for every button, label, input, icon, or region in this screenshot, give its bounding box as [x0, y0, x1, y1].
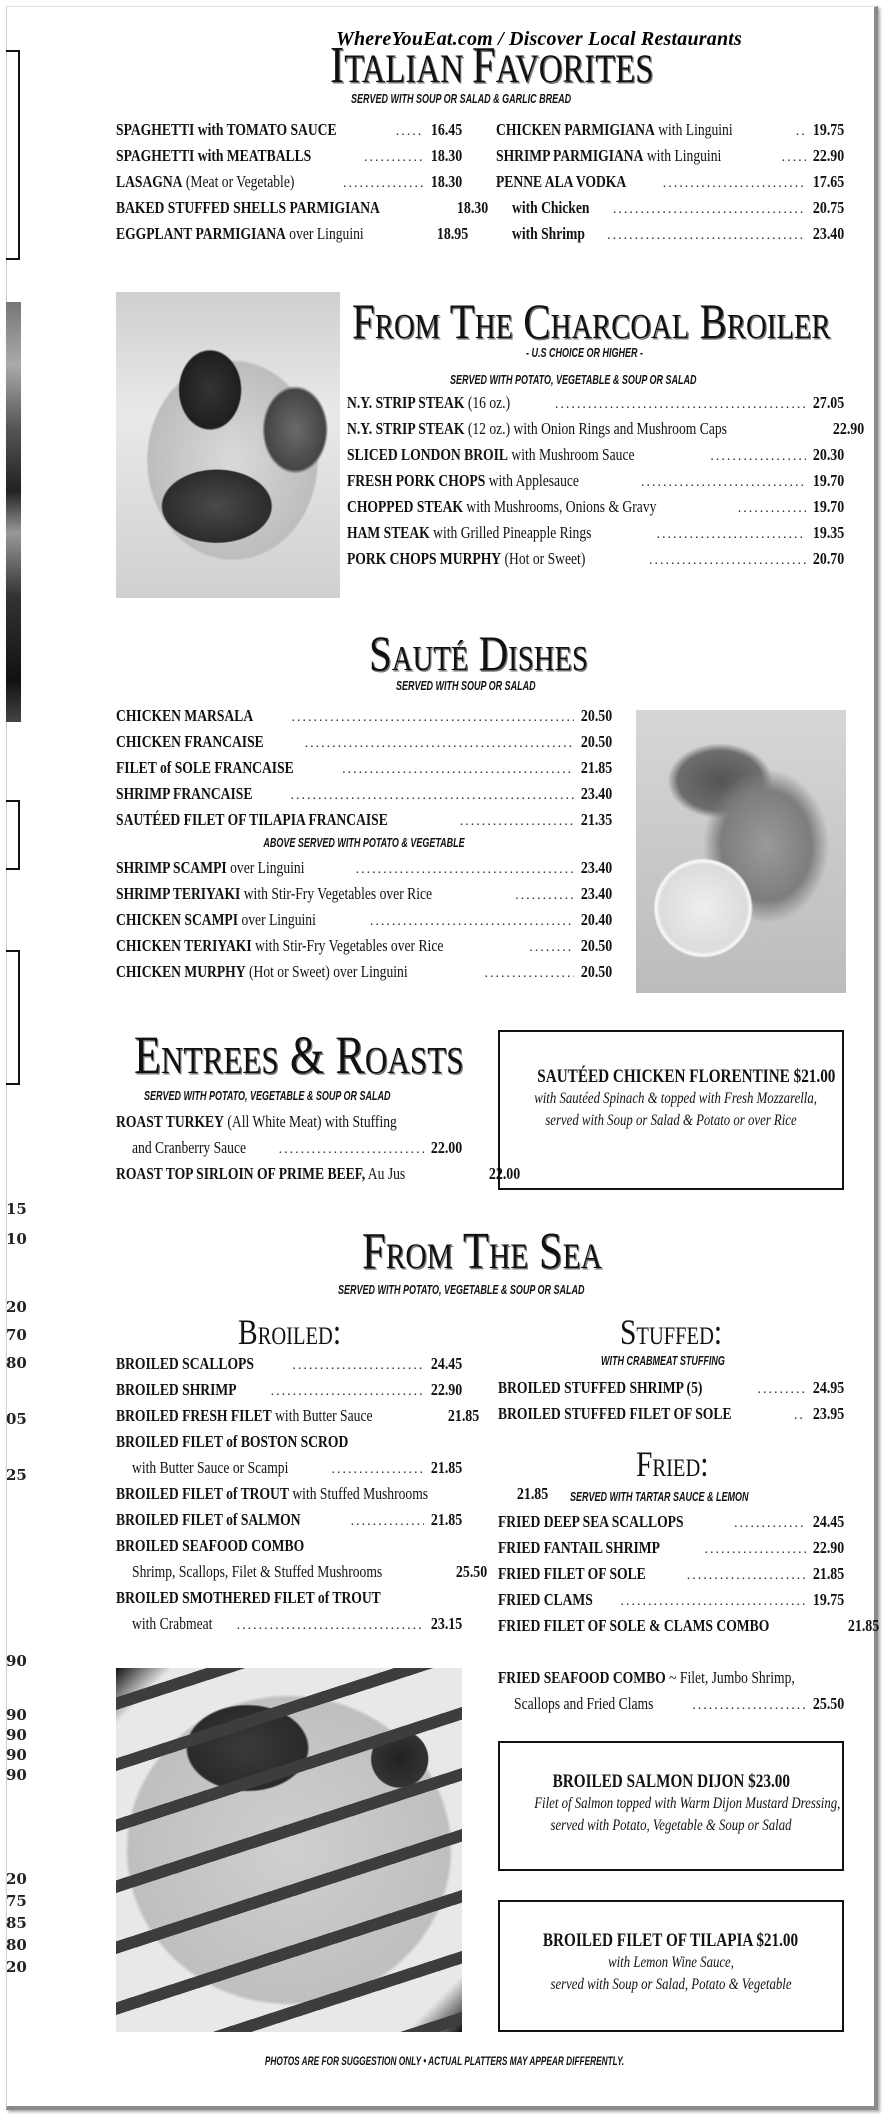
special-heading: SAUTÉED CHICKEN FLORENTINE $21.00	[537, 1066, 836, 1087]
item-price: 21.35	[580, 810, 612, 829]
menu-item	[116, 858, 612, 884]
item-price: 21.85	[812, 1564, 844, 1583]
leader-dots	[370, 914, 574, 930]
leader-dots	[621, 1594, 806, 1610]
entrees-list	[116, 1112, 520, 1190]
saute-note: ABOVE SERVED WITH POTATO & VEGETABLE	[263, 836, 465, 850]
item-price: 21.85	[580, 758, 612, 777]
leader-dots	[305, 736, 574, 752]
item-name: BROILED SEAFOOD COMBO	[116, 1536, 305, 1555]
item-name: CHICKEN PARMIGIANA	[496, 120, 655, 139]
item-name: N.Y. STRIP STEAK	[347, 393, 465, 412]
menu-item	[116, 1432, 462, 1458]
entrees-roasts-title: Entrees & Roasts	[134, 1025, 464, 1085]
item-name: PENNE ALA VODKA	[496, 172, 627, 191]
item-price: 22.90	[812, 146, 844, 165]
item-description: with Mushrooms, Onions & Gravy	[463, 497, 657, 516]
menu-item	[347, 419, 865, 445]
item-name: SAUTÉED FILET OF TILAPIA FRANCAISE	[116, 810, 388, 829]
item-price: 22.90	[812, 1538, 844, 1557]
menu-item	[116, 1510, 462, 1536]
leader-dots	[364, 150, 424, 166]
leader-dots	[734, 1516, 806, 1532]
item-price: 21.85	[430, 1458, 462, 1477]
item-description: Shrimp, Scallops, Filet & Stuffed Mushrooms	[132, 1562, 383, 1581]
item-price: 23.40	[812, 224, 844, 243]
fried-seafood-combo	[498, 1668, 844, 1720]
item-name: FRIED CLAMS	[498, 1590, 593, 1609]
item-name: SHRIMP FRANCAISE	[116, 784, 253, 803]
menu-item	[116, 198, 489, 224]
menu-item	[496, 146, 844, 172]
adjacent-price-fragment: 85	[6, 1914, 27, 1932]
special-salmon-dijon-box	[498, 1741, 844, 1871]
saute-subtitle: SERVED WITH SOUP OR SALAD	[396, 679, 536, 693]
photo-disclaimer: PHOTOS ARE FOR SUGGESTION ONLY • ACTUAL PLATTERS MAY APPEAR DIFFERENTLY.	[264, 2056, 625, 2068]
item-description: ~ Filet, Jumbo Shrimp,	[665, 1668, 795, 1687]
menu-item	[116, 1164, 520, 1190]
adjacent-price-fragment: 90	[6, 1766, 27, 1784]
item-price: 23.40	[580, 784, 612, 803]
leader-dots	[704, 1542, 805, 1558]
adjacent-price-fragment: 15	[6, 1200, 27, 1218]
special-heading: BROILED SALMON DIJON $23.00	[552, 1771, 790, 1792]
menu-item	[116, 1536, 462, 1562]
item-description: and Cranberry Sauce	[132, 1138, 247, 1157]
item-description: with Butter Sauce or Scampi	[132, 1458, 289, 1477]
item-price: 24.45	[812, 1512, 844, 1531]
leader-dots	[292, 1358, 423, 1374]
italian-favorites-title: ITALIAN FAVORITES	[330, 37, 654, 94]
menu-item	[116, 1458, 462, 1484]
item-price: 23.40	[580, 884, 612, 903]
fried-list	[498, 1512, 880, 1642]
leader-dots	[331, 1462, 423, 1478]
item-name: EGGPLANT PARMIGIANA	[116, 224, 286, 243]
broiled-heading: Broiled:	[238, 1312, 342, 1352]
item-name: BROILED SMOTHERED FILET of TROUT	[116, 1588, 381, 1607]
stuffed-heading: Stuffed:	[620, 1312, 723, 1352]
leader-dots	[794, 1408, 806, 1424]
menu-item	[116, 784, 612, 810]
item-price: 23.95	[812, 1404, 844, 1423]
item-price: 20.50	[580, 936, 612, 955]
item-price: 24.95	[812, 1378, 844, 1397]
item-price: 19.70	[812, 497, 844, 516]
adjacent-price-fragment: 90	[6, 1706, 27, 1724]
menu-item	[498, 1564, 844, 1590]
item-price: 21.85	[430, 1510, 462, 1529]
leader-dots	[649, 553, 806, 569]
item-name: FRIED DEEP SEA SCALLOPS	[498, 1512, 684, 1531]
leader-dots	[356, 862, 574, 878]
item-price: 23.15	[430, 1614, 462, 1633]
item-price: 17.65	[812, 172, 844, 191]
item-name: CHICKEN MARSALA	[116, 706, 254, 725]
italian-left-list	[116, 120, 489, 250]
leader-dots	[607, 228, 806, 244]
menu-item	[116, 732, 612, 758]
charcoal-grade: - U.S CHOICE OR HIGHER -	[526, 346, 644, 360]
menu-item	[347, 471, 844, 497]
item-description: with Stir-Fry Vegetables over Rice	[240, 884, 433, 903]
item-price: 27.05	[812, 393, 844, 412]
item-name: BAKED STUFFED SHELLS PARMIGIANA	[116, 198, 380, 217]
item-description: Scallops and Fried Clams	[514, 1694, 654, 1713]
item-name: SHRIMP SCAMPI	[116, 858, 227, 877]
item-price: 19.35	[812, 523, 844, 542]
item-price: 20.75	[812, 198, 844, 217]
menu-item	[496, 198, 844, 224]
adjacent-page-box-fragment	[6, 950, 20, 1085]
saute-list	[116, 706, 612, 988]
leader-dots	[460, 814, 574, 830]
item-name: LASAGNA	[116, 172, 183, 191]
item-name: BROILED STUFFED SHRIMP (5)	[498, 1378, 703, 1397]
leader-dots	[710, 449, 805, 465]
leader-dots	[657, 527, 806, 543]
menu-item	[116, 1406, 479, 1432]
menu-item	[116, 758, 612, 784]
item-description: with Crabmeat	[132, 1614, 213, 1633]
menu-item	[498, 1538, 844, 1564]
leader-dots	[758, 1382, 806, 1398]
adjacent-price-fragment: 05	[6, 1410, 27, 1428]
item-description: with Applesauce	[485, 471, 579, 490]
menu-item	[498, 1512, 844, 1538]
menu-item	[116, 146, 462, 172]
item-price: 20.30	[812, 445, 844, 464]
adjacent-price-fragment: 25	[6, 1466, 27, 1484]
menu-item	[116, 810, 612, 836]
adjacent-price-fragment: 90	[6, 1746, 27, 1764]
item-name: FRIED SEAFOOD COMBO	[498, 1668, 666, 1687]
special-description: served with Soup or Salad, Potato & Vegetable	[550, 1976, 792, 1993]
item-price: 20.50	[580, 962, 612, 981]
special-description: served with Soup or Salad & Potato or over Rice	[545, 1112, 797, 1129]
leader-dots	[291, 710, 573, 726]
item-name: SPAGHETTI with TOMATO SAUCE	[116, 120, 337, 139]
stuffed-list	[498, 1378, 844, 1430]
item-price: 25.50	[812, 1694, 844, 1713]
item-description: (Hot or Sweet)	[501, 549, 586, 568]
item-name: ROAST TOP SIRLOIN OF PRIME BEEF,	[116, 1164, 366, 1183]
item-name: SPAGHETTI with MEATBALLS	[116, 146, 312, 165]
item-name: BROILED STUFFED FILET OF SOLE	[498, 1404, 732, 1423]
item-description: with Mushroom Sauce	[507, 445, 635, 464]
adjacent-price-fragment: 80	[6, 1354, 27, 1372]
leader-dots	[738, 501, 806, 517]
item-name: SHRIMP TERIYAKI	[116, 884, 241, 903]
from-the-sea-title: From The Sea	[362, 1223, 602, 1280]
fried-heading: Fried:	[636, 1444, 709, 1484]
leader-dots	[237, 1618, 424, 1634]
entrees-subtitle: SERVED WITH POTATO, VEGETABLE & SOUP OR SALAD	[144, 1089, 391, 1103]
item-name: FRESH PORK CHOPS	[347, 471, 486, 490]
item-name: with Chicken	[512, 198, 590, 217]
item-price: 18.30	[430, 146, 462, 165]
adjacent-page-photo-fragment	[6, 302, 21, 722]
item-price: 22.00	[488, 1164, 520, 1183]
adjacent-price-fragment: 80	[6, 1936, 27, 1954]
menu-item	[116, 1588, 462, 1614]
item-name: SHRIMP PARMIGIANA	[496, 146, 644, 165]
item-name: PORK CHOPS MURPHY	[347, 549, 502, 568]
item-price: 18.30	[456, 198, 489, 217]
item-name: FRIED FILET OF SOLE	[498, 1564, 646, 1583]
item-name: N.Y. STRIP STEAK	[347, 419, 465, 438]
leader-dots	[641, 475, 806, 491]
leader-dots	[342, 762, 574, 778]
item-description: with Stir-Fry Vegetables over Rice	[251, 936, 444, 955]
item-price: 18.30	[430, 172, 462, 191]
leader-dots	[687, 1568, 806, 1584]
item-name: FILET of SOLE FRANCAISE	[116, 758, 294, 777]
menu-item	[116, 1380, 462, 1406]
leader-dots	[485, 966, 574, 982]
menu-item	[347, 497, 844, 523]
leader-dots	[555, 397, 806, 413]
adjacent-price-fragment: 20	[6, 1298, 27, 1316]
menu-item	[496, 172, 844, 198]
menu-item	[116, 1614, 462, 1640]
menu-item	[347, 523, 844, 549]
adjacent-price-fragment: 20	[6, 1870, 27, 1888]
charcoal-subtitle: SERVED WITH POTATO, VEGETABLE & SOUP OR SALAD	[450, 373, 697, 387]
item-name: CHICKEN MURPHY	[116, 962, 246, 981]
menu-item	[116, 1484, 549, 1510]
item-name: BROILED FILET of TROUT	[116, 1484, 289, 1503]
menu-item	[116, 1354, 462, 1380]
italian-right-list	[496, 120, 844, 250]
item-price: 20.50	[580, 732, 612, 751]
steak-dinner-photo	[116, 292, 340, 598]
menu-item	[116, 884, 612, 910]
item-price: 20.40	[580, 910, 612, 929]
item-price: 19.70	[812, 471, 844, 490]
item-name: FRIED FANTAIL SHRIMP	[498, 1538, 660, 1557]
item-name: BROILED SCALLOPS	[116, 1354, 254, 1373]
menu-item	[116, 910, 612, 936]
menu-item	[116, 936, 612, 962]
special-heading: BROILED FILET OF TILAPIA $21.00	[543, 1930, 799, 1951]
charcoal-list	[347, 393, 865, 575]
item-description: (12 oz.) with Onion Rings and Mushroom Caps	[464, 419, 727, 438]
special-description: Filet of Salmon topped with Warm Dijon Mustard Dressing,	[534, 1795, 841, 1812]
menu-item-continued	[116, 1138, 462, 1164]
italian-subtitle: SERVED WITH SOUP OR SALAD & GARLIC BREAD	[351, 92, 572, 106]
menu-item	[347, 549, 844, 575]
item-price: 21.85	[447, 1406, 479, 1425]
menu-item	[498, 1378, 844, 1404]
item-name: CHOPPED STEAK	[347, 497, 463, 516]
menu-item	[116, 1112, 462, 1138]
menu-item	[498, 1616, 880, 1642]
adjacent-price-fragment: 90	[6, 1652, 27, 1670]
item-description: over Linguini	[226, 858, 305, 877]
saute-dishes-title: Sauté Dishes	[369, 625, 588, 681]
item-description: with Stuffed Mushrooms	[288, 1484, 429, 1503]
leader-dots	[396, 124, 424, 140]
item-name: CHICKEN SCAMPI	[116, 910, 239, 929]
item-description: Au Jus	[365, 1164, 406, 1183]
item-name: BROILED FILET of SALMON	[116, 1510, 301, 1529]
item-name: FRIED FILET OF SOLE & CLAMS COMBO	[498, 1616, 770, 1635]
charcoal-broiler-title: From The Charcoal Broiler	[352, 293, 831, 349]
leader-dots	[279, 1142, 424, 1158]
item-price: 19.75	[812, 120, 844, 139]
site-watermark: WhereYouEat.com / Discover Local Restaurants	[336, 28, 743, 50]
broiled-salmon-photo	[116, 1668, 462, 2032]
item-price: 22.00	[430, 1138, 462, 1157]
leader-dots	[613, 202, 806, 218]
special-description: with Lemon Wine Sauce,	[608, 1954, 734, 1971]
menu-item	[496, 120, 844, 146]
leader-dots	[271, 1384, 424, 1400]
stuffed-subtitle: WITH CRABMEAT STUFFING	[601, 1354, 725, 1368]
adjacent-page-box-fragment	[6, 50, 20, 260]
menu-item	[498, 1668, 844, 1694]
item-price: 21.85	[847, 1616, 880, 1635]
item-name: HAM STEAK	[347, 523, 430, 542]
item-price: 20.50	[580, 706, 612, 725]
item-description: over Linguini	[285, 224, 364, 243]
item-name: BROILED SHRIMP	[116, 1380, 237, 1399]
item-price: 24.45	[430, 1354, 462, 1373]
special-tilapia-box	[498, 1900, 844, 2032]
menu-item	[116, 962, 612, 988]
menu-item	[116, 224, 468, 250]
menu-item	[116, 172, 462, 198]
leader-dots	[515, 888, 574, 904]
item-name: CHICKEN FRANCAISE	[116, 732, 264, 751]
item-description: (All White Meat) with Stuffing	[223, 1112, 397, 1131]
item-name: ROAST TURKEY	[116, 1112, 224, 1131]
item-price: 20.70	[812, 549, 844, 568]
menu-item	[347, 445, 844, 471]
adjacent-price-fragment: 75	[6, 1892, 27, 1910]
leader-dots	[796, 124, 806, 140]
special-description: served with Potato, Vegetable & Soup or Salad	[550, 1817, 792, 1834]
item-description: with Linguini	[643, 146, 722, 165]
item-description: (Meat or Vegetable)	[182, 172, 295, 191]
item-price: 25.50	[455, 1562, 488, 1581]
item-name: CHICKEN TERIYAKI	[116, 936, 252, 955]
adjacent-page-box-fragment	[6, 800, 20, 870]
item-description: (16 oz.)	[464, 393, 511, 412]
adjacent-price-fragment: 20	[6, 1958, 27, 1976]
adjacent-price-fragment: 90	[6, 1726, 27, 1744]
sea-subtitle: SERVED WITH POTATO, VEGETABLE & SOUP OR SALAD	[338, 1283, 585, 1297]
item-name: with Shrimp	[512, 224, 585, 243]
menu-item	[498, 1590, 844, 1616]
item-name: BROILED FRESH FILET	[116, 1406, 272, 1425]
item-description: with Butter Sauce	[271, 1406, 373, 1425]
leader-dots	[343, 176, 424, 192]
menu-item	[116, 1562, 488, 1588]
menu-item	[498, 1404, 844, 1430]
item-description: over Linguini	[238, 910, 316, 929]
leader-dots	[529, 940, 574, 956]
menu-item	[347, 393, 844, 419]
menu-item	[496, 224, 844, 250]
menu-item	[116, 120, 462, 146]
item-price: 23.40	[580, 858, 612, 877]
adjacent-price-fragment: 70	[6, 1326, 27, 1344]
leader-dots	[351, 1514, 424, 1530]
leader-dots	[692, 1698, 806, 1714]
special-description: with Sautéed Spinach & topped with Fresh Mozzarella,	[534, 1090, 817, 1107]
item-price: 19.75	[812, 1590, 844, 1609]
item-price: 18.95	[436, 224, 468, 243]
adjacent-price-fragment: 10	[6, 1230, 27, 1248]
menu-item-continued	[498, 1694, 844, 1720]
fried-subtitle: SERVED WITH TARTAR SAUCE & LEMON	[570, 1490, 749, 1504]
leader-dots	[663, 176, 806, 192]
special-florentine-box	[498, 1030, 844, 1190]
leader-dots	[291, 788, 574, 804]
item-price: 22.90	[430, 1380, 462, 1399]
item-price: 16.45	[430, 120, 462, 139]
item-price: 22.90	[832, 419, 865, 438]
leader-dots	[782, 150, 806, 166]
item-name: BROILED FILET of BOSTON SCROD	[116, 1432, 349, 1451]
item-description: with Linguini	[654, 120, 733, 139]
item-description: (Hot or Sweet) over Linguini	[245, 962, 408, 981]
item-price: 21.85	[517, 1484, 549, 1503]
menu-item	[116, 706, 612, 732]
chicken-francaise-photo	[636, 710, 846, 993]
item-name: SLICED LONDON BROIL	[347, 445, 508, 464]
item-description: with Grilled Pineapple Rings	[429, 523, 592, 542]
